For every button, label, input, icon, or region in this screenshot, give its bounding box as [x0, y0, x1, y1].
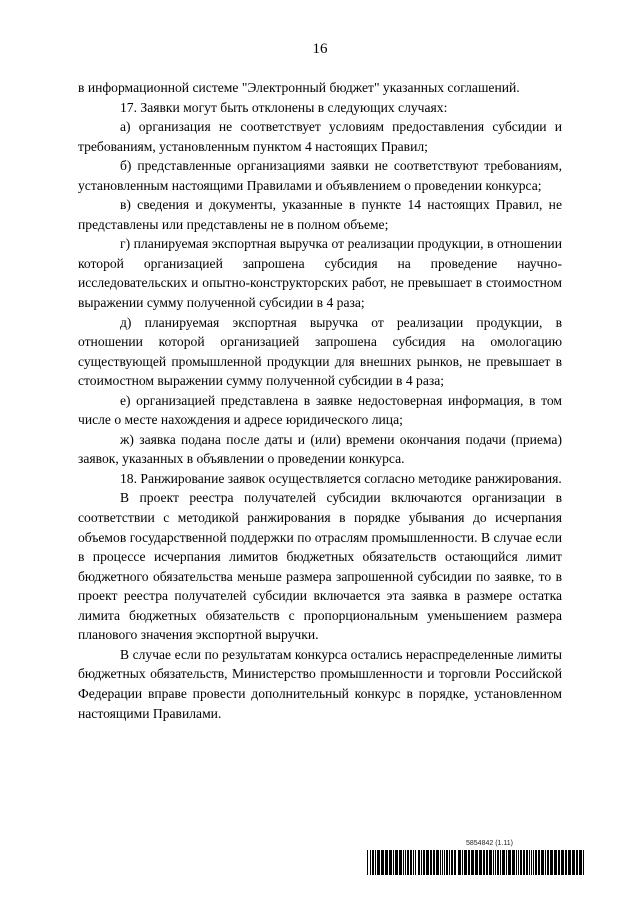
paragraph: В проект реестра получателей субсидии включаются организации в соответствии с методикой ранжирования в порядке убывания до исчерпания объемов государственной поддержки по отраслям промышленности. В случае если в процессе исчерпания лимитов бюджетных обязательств остающийся лимит бюджетного обязательства меньше размера запрошенной субсидии по заявке, то в проект реестра получателей субсидии включается эта заявка в размере остатка лимита бюджетных обязательств с пропорциональным уменьшением размера планового значения экспортной выручки. [78, 490, 562, 643]
page-number: 16 [312, 41, 328, 57]
paragraph: 17. Заявки могут быть отклонены в следующих случаях: [120, 99, 448, 115]
paragraph: в) сведения и документы, указанные в пункте 14 настоящих Правил, не представлены или представлены не в полном объеме; [78, 197, 562, 232]
paragraph: ж) заявка подана после даты и (или) времени окончания подачи (приема) заявок, указанных в объявлении о проведении конкурса. [78, 431, 562, 467]
paragraph: В случае если по результатам конкурса остались нераспределенные лимиты бюджетных обязательств, Министерство промышленности и торговли Российской Федерации вправе провести дополнительный конкурс в порядке, установленном настоящими Правилами. [78, 646, 562, 721]
paragraph: д) планируемая экспортная выручка от реализации продукции, в отношении которой организацией запрошена субсидия на омологацию существующей промышленной продукции для внешних рынков, не превышает в стоимостном выражении сумму полученной субсидии в 4 раза; [78, 314, 562, 389]
paragraph: г) планируемая экспортная выручка от реализации продукции, в отношении которой организацией запрошена субсидия на проведение научно-исследовательских и опытно-конструкторских работ, не превышает в стоимостном выражении сумму полученной субсидии в 4 раза; [78, 236, 562, 311]
paragraph: е) организацией представлена в заявке недостоверная информация, в том числе о месте нахождения и адресе юридического лица; [78, 392, 562, 428]
document-code: 5854842 (1.11) [466, 840, 513, 847]
paragraph: а) организация не соответствует условиям предоставления субсидии и требованиям, установленным пунктом 4 настоящих Правил; [78, 119, 562, 154]
barcode-icon [366, 850, 586, 875]
paragraph: б) представленные организациями заявки не соответствуют требованиям, установленным настоящими Правилами и объявлением о проведении конкурса; [78, 158, 562, 193]
paragraph: 18. Ранжирование заявок осуществляется согласно методике ранжирования. [120, 470, 562, 486]
paragraph: в информационной системе "Электронный бюджет" указанных соглашений. [78, 80, 520, 95]
document-body [78, 78, 562, 723]
